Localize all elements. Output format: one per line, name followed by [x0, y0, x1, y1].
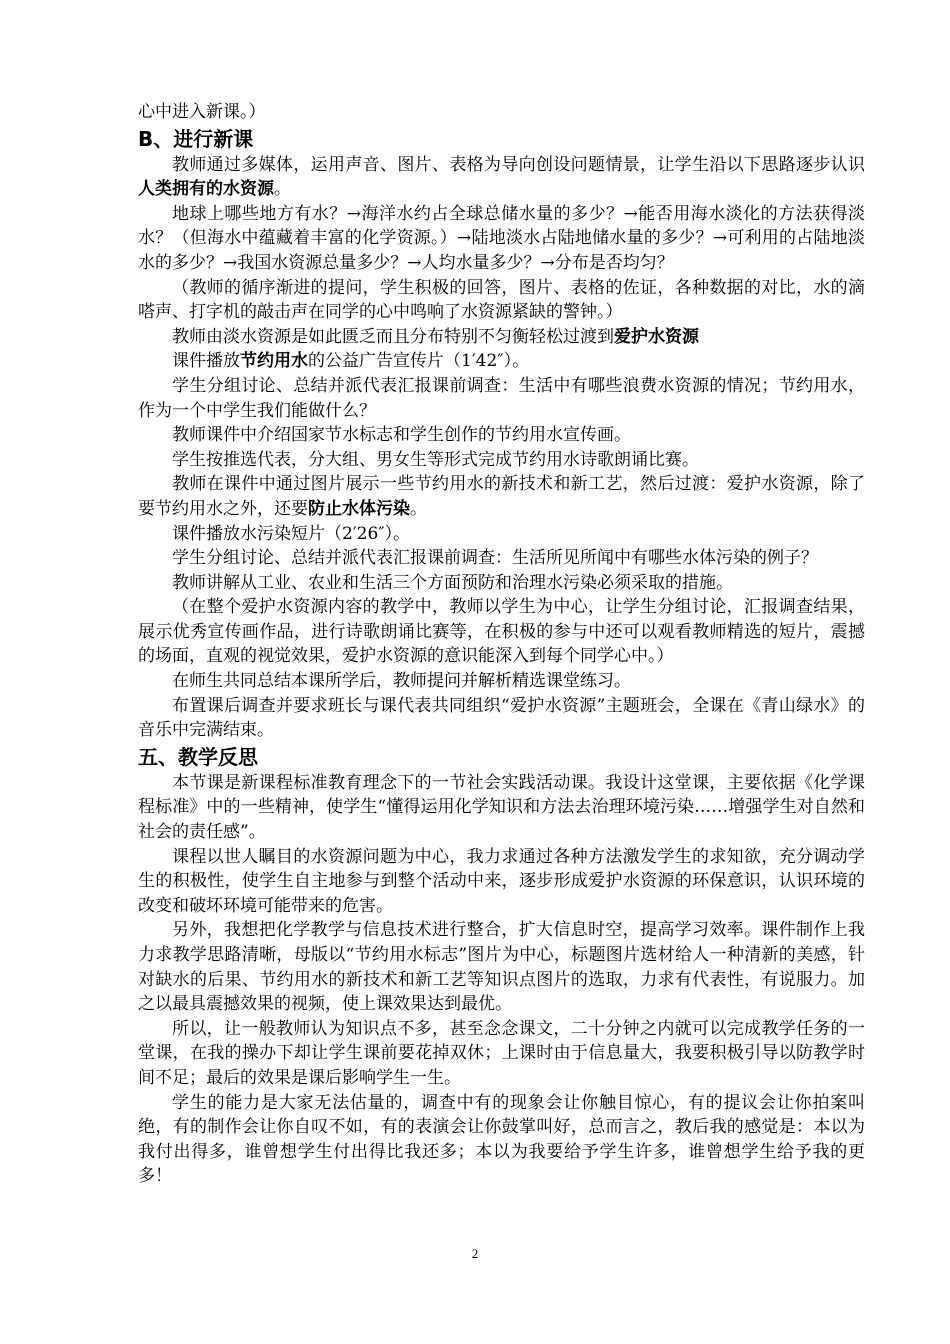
- paragraph: 另外，我想把化学教学与信息技术进行整合，扩大信息时空，提高学习效率。课件制作上我力求教学思路清晰，母版以“节约用水标志”图片为中心，标题图片选材给人一种清新的美感，针对缺水的后果、节约用水的新技术和新工艺等知识点图片的选取，力求有代表性，有说服力。加之以最具震撼效果的视频，使上课效果达到最优。: [138, 920, 865, 1015]
- bold-term: 人类拥有的水资源: [138, 179, 274, 200]
- paragraph: 在师生共同总结本课所学后，教师提问并解析精选课堂练习。: [172, 671, 631, 692]
- continued-paragraph: 心中进入新课。）: [138, 102, 266, 122]
- paragraph: 布置课后调查并要求班长与课代表共同组织“爱护水资源”主题班会，全课在《青山绿水》的音乐中完满结束。: [138, 695, 865, 741]
- paragraph: 教师课件中介绍国家节水标志和学生创作的节约用水宣传画。: [172, 425, 631, 446]
- paragraph: 地球上哪些地方有水？→海洋水约占全球总储水量的多少？→能否用海水淡化的方法获得淡水？（但海水中蕴藏着丰富的化学资源。）→陆地淡水占陆地储水量的多少？→可利用的占陆地淡水的多少？→我国水资源总量多少？→人均水量多少？→分布是否均匀？: [138, 203, 865, 273]
- bold-term: 节约用水: [240, 351, 308, 372]
- paragraph: 学生的能力是大家无法估量的，调查中有的现象会让你触目惊心，有的提议会让你拍案叫绝，有的制作会让你自叹不如，有的表演会让你鼓掌叫好，总而言之，教后我的感觉是：本以为我付出得多，谁曾想学生付出得比我还多；本以为我要给予学生许多，谁曾想学生给予我的更多！: [138, 1092, 865, 1187]
- section-heading-b: B、进行新课: [138, 126, 254, 151]
- section-heading-five: 五、教学反思: [138, 744, 258, 769]
- bold-term: 防止水体污染: [308, 498, 410, 519]
- paragraph: 教师讲解从工业、农业和生活三个方面预防和治理水污染必须采取的措施。: [172, 572, 733, 593]
- paragraph: 学生分组讨论、总结并派代表汇报课前调查：生活中有哪些浪费水资源的情况；节约用水，作为一个中学生我们能做什么？: [138, 375, 865, 421]
- paragraph: 所以，让一般教师认为知识点不多，甚至念念课文，二十分钟之内就可以完成教学任务的一堂课，在我的操办下却让学生课前要花掉双休；上课时由于信息量大，我要积极引导以防教学时间不足；最后的效果是课后影响学生一生。: [138, 1018, 865, 1088]
- page-number: 2: [471, 1246, 479, 1261]
- paragraph: 教师通过多媒体，运用声音、图片、表格为导向创设问题情景，让学生沿以下思路逐步认识人类拥有的水资源。: [138, 154, 865, 200]
- paragraph: 教师由淡水资源是如此匮乏而且分布特别不匀衡轻松过渡到爱护水资源: [172, 326, 699, 347]
- paragraph: 学生按推选代表，分大组、男女生等形式完成节约用水诗歌朗诵比赛。: [172, 449, 699, 470]
- paragraph: 本节课是新课程标准教育理念下的一节社会实践活动课。我设计这堂课，主要依据《化学课程标准》中的一些精神，使学生“懂得运用化学知识和方法去治理环境污染……增强学生对自然和社会的责任感”。: [138, 772, 865, 843]
- page-content: [138, 100, 865, 1189]
- paragraph: （在整个爱护水资源内容的教学中，教师以学生为中心，让学生分组讨论，汇报调查结果，展示优秀宣传画作品，进行诗歌朗诵比赛等，在积极的参与中还可以观看教师精选的短片，震撼的场面，直观的视觉效果，爱护水资源的意识能深入到每个同学心中。）: [138, 597, 865, 667]
- paragraph: 学生分组讨论、总结并派代表汇报课前调查：生活所见所闻中有哪些水体污染的例子？: [172, 548, 818, 569]
- paragraph: 课件播放节约用水的公益广告宣传片（1′42″）。: [172, 351, 530, 372]
- paragraph: 课程以世人瞩目的水资源问题为中心，我力求通过各种方法激发学生的求知欲，充分调动学生的积极性，使学生自主地参与到整个活动中来，逐步形成爱护水资源的环保意识，认识环境的改变和破坏环境可能带来的危害。: [138, 846, 865, 916]
- paragraph: 教师在课件中通过图片展示一些节约用水的新技术和新工艺，然后过渡：爱护水资源，除了要节约用水之外，还要防止水体污染。: [138, 474, 865, 519]
- bold-term: 爱护水资源: [614, 326, 699, 347]
- paragraph: （教师的循序渐进的提问，学生积极的回答，图片、表格的佐证，各种数据的对比，水的滴嗒声、打字机的敲击声在同学的心中鸣响了水资源紧缺的警钟。）: [138, 277, 865, 323]
- paragraph: 课件播放水污染短片（2′26″）。: [172, 523, 411, 544]
